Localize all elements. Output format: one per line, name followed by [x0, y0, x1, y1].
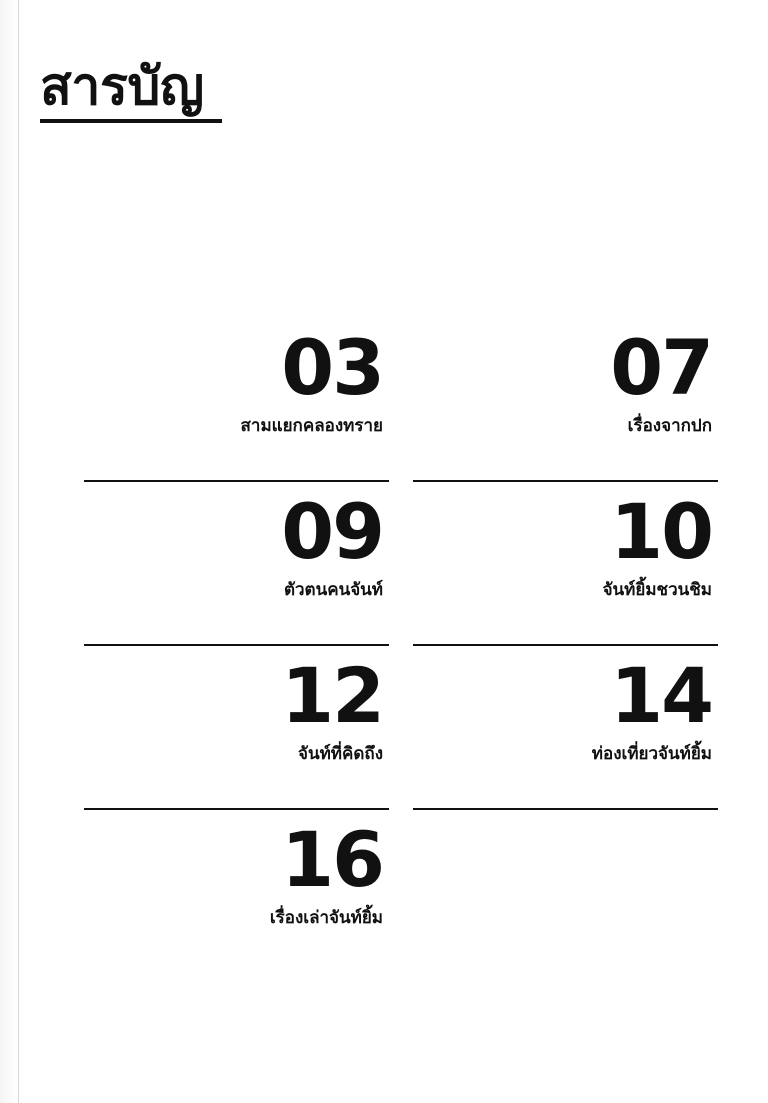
toc-entry-label: จันท์ยิ้มชวนชิม [602, 580, 712, 600]
toc-entry[interactable] [413, 318, 718, 482]
toc-entry-number: 09 [281, 487, 383, 576]
toc-entry-number: 03 [281, 323, 383, 412]
toc-entry[interactable] [84, 810, 389, 974]
toc-entry-number: 12 [281, 651, 383, 740]
toc-entry-label: ท่องเที่ยวจันท์ยิ้ม [591, 744, 712, 764]
title-underline [40, 119, 222, 123]
page-edge-shading [0, 0, 18, 1103]
toc-entry-placeholder [413, 810, 718, 974]
toc-entry-label: เรื่องจากปก [627, 416, 712, 436]
toc-entry[interactable] [413, 482, 718, 646]
table-of-contents [84, 318, 718, 974]
toc-entry-label: ตัวตนคนจันท์ [283, 580, 383, 600]
page-title: สารบัญ [40, 57, 204, 117]
toc-entry[interactable] [84, 318, 389, 482]
page-spine-line [18, 0, 19, 1103]
toc-entry-number: 16 [281, 815, 383, 904]
toc-entry-label: เรื่องเล่าจันท์ยิ้ม [269, 908, 383, 928]
page-title-block [40, 57, 222, 123]
toc-entry[interactable] [413, 646, 718, 810]
toc-entry[interactable] [84, 646, 389, 810]
toc-entry-number: 14 [610, 651, 712, 740]
toc-entry-number: 10 [610, 487, 712, 576]
toc-entry-number: 07 [610, 323, 712, 412]
toc-entry[interactable] [84, 482, 389, 646]
toc-entry-label: สามแยกคลองทราย [240, 416, 383, 436]
toc-entry-label: จันท์ที่คิดถึง [298, 744, 383, 764]
